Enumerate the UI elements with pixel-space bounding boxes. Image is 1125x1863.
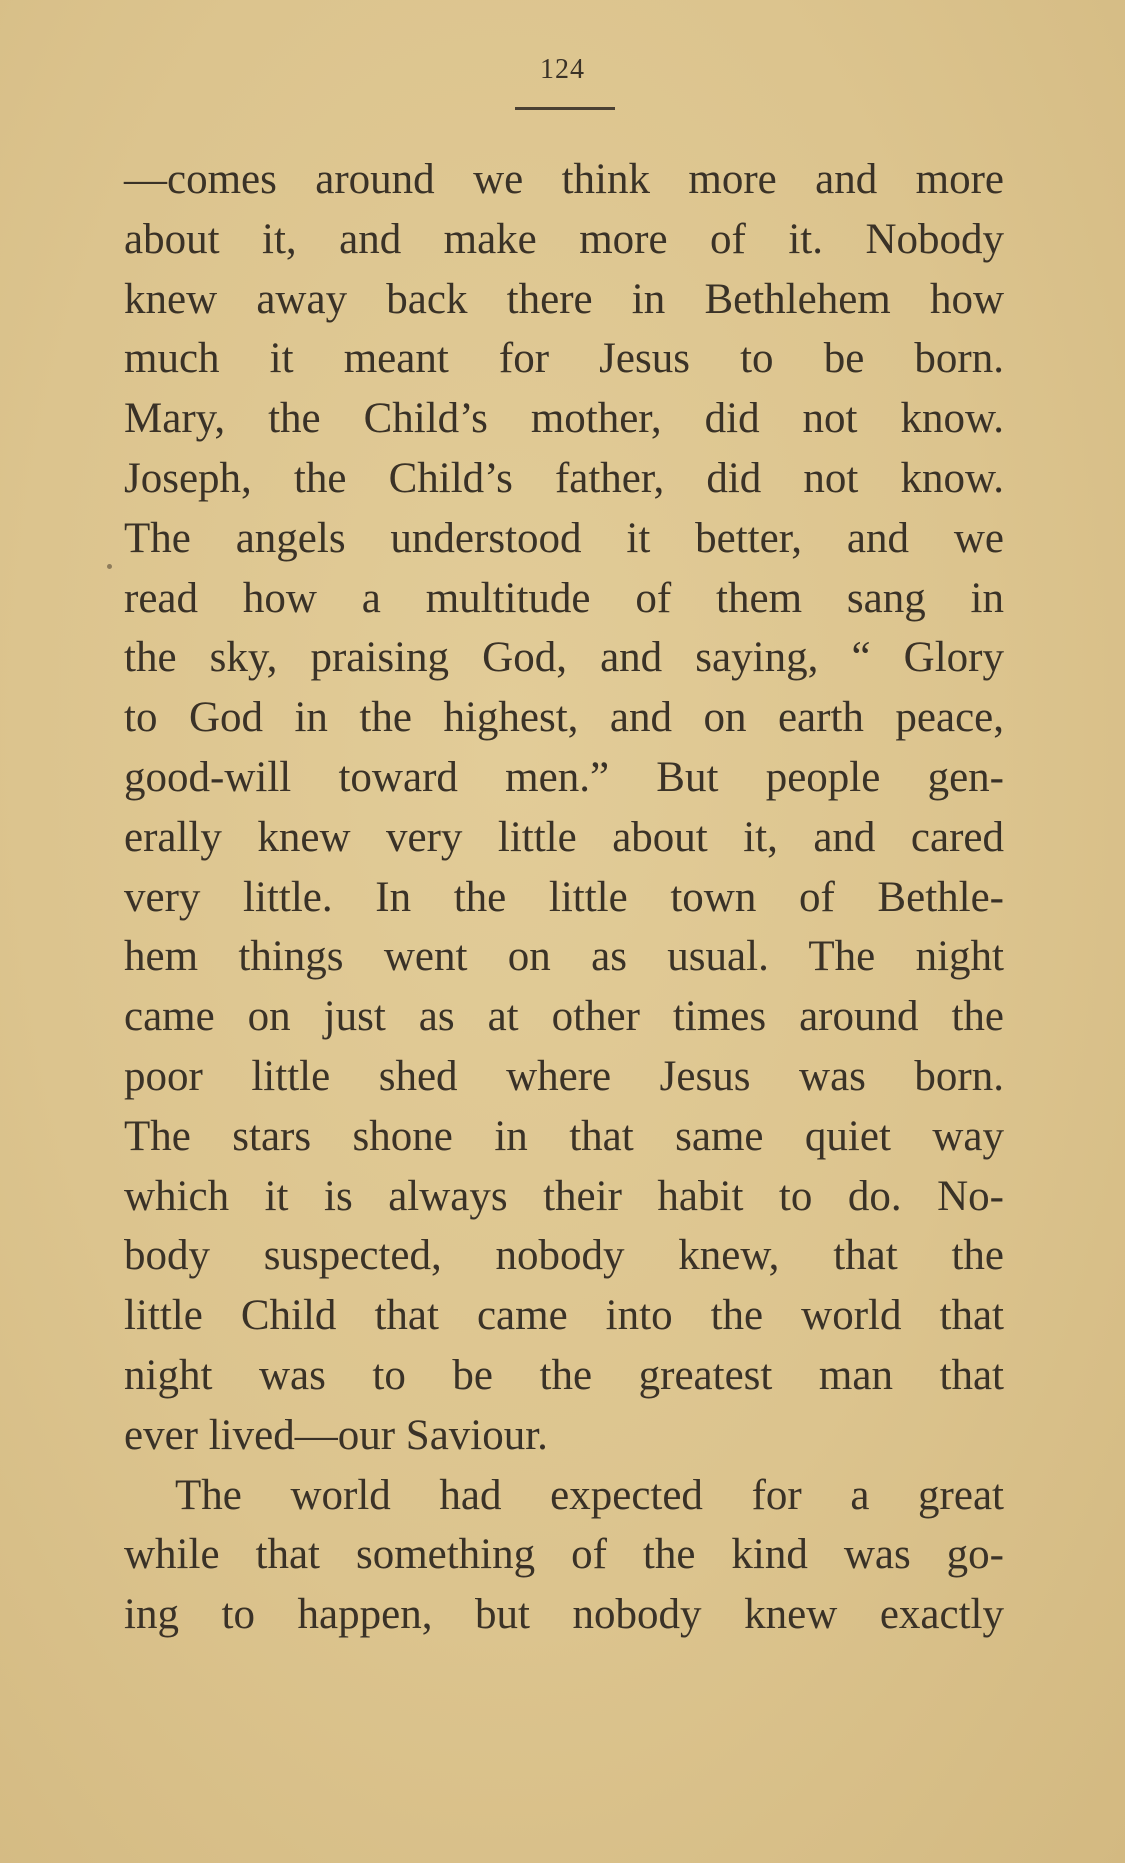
- text-line: good-will toward men.” But people gen-: [124, 753, 1004, 801]
- text-line: little Child that came into the world that: [124, 1292, 1004, 1340]
- text-line: The angels understood it better, and we: [124, 514, 1004, 562]
- paragraph-first-line: The world had expected for a great: [175, 1471, 1004, 1519]
- header-rule: [515, 107, 615, 110]
- ink-speck: [107, 564, 112, 569]
- text-line: poor little shed where Jesus was born.: [124, 1052, 1004, 1100]
- text-line: about it, and make more of it. Nobody: [124, 215, 1004, 263]
- text-line: hem things went on as usual. The night: [124, 933, 1004, 981]
- body-text: [124, 150, 1004, 1645]
- text-line: ing to happen, but nobody knew exactly: [124, 1591, 1004, 1639]
- text-line: ever lived—our Saviour.: [124, 1411, 548, 1459]
- text-line: the sky, praising God, and saying, “ Glory: [124, 634, 1004, 682]
- text-line: to God in the highest, and on earth peace,: [124, 694, 1004, 742]
- page-number: 124: [540, 54, 585, 85]
- text-line: read how a multitude of them sang in: [124, 574, 1004, 622]
- text-line: very little. In the little town of Bethle-: [124, 873, 1004, 921]
- text-line: which it is always their habit to do. No-: [124, 1172, 1004, 1220]
- text-line: erally knew very little about it, and cared: [124, 813, 1004, 861]
- text-line: body suspected, nobody knew, that the: [124, 1232, 1004, 1280]
- text-line: knew away back there in Bethlehem how: [124, 275, 1004, 323]
- text-line: —comes around we think more and more: [124, 156, 1004, 203]
- text-line: The stars shone in that same quiet way: [124, 1112, 1004, 1160]
- text-line: Mary, the Child’s mother, did not know.: [124, 395, 1004, 443]
- text-line: while that something of the kind was go-: [124, 1531, 1004, 1579]
- text-line: Joseph, the Child’s father, did not know.: [124, 454, 1004, 502]
- text-line: came on just as at other times around the: [124, 993, 1004, 1041]
- text-line: much it meant for Jesus to be born.: [124, 335, 1004, 383]
- text-line: night was to be the greatest man that: [124, 1351, 1004, 1399]
